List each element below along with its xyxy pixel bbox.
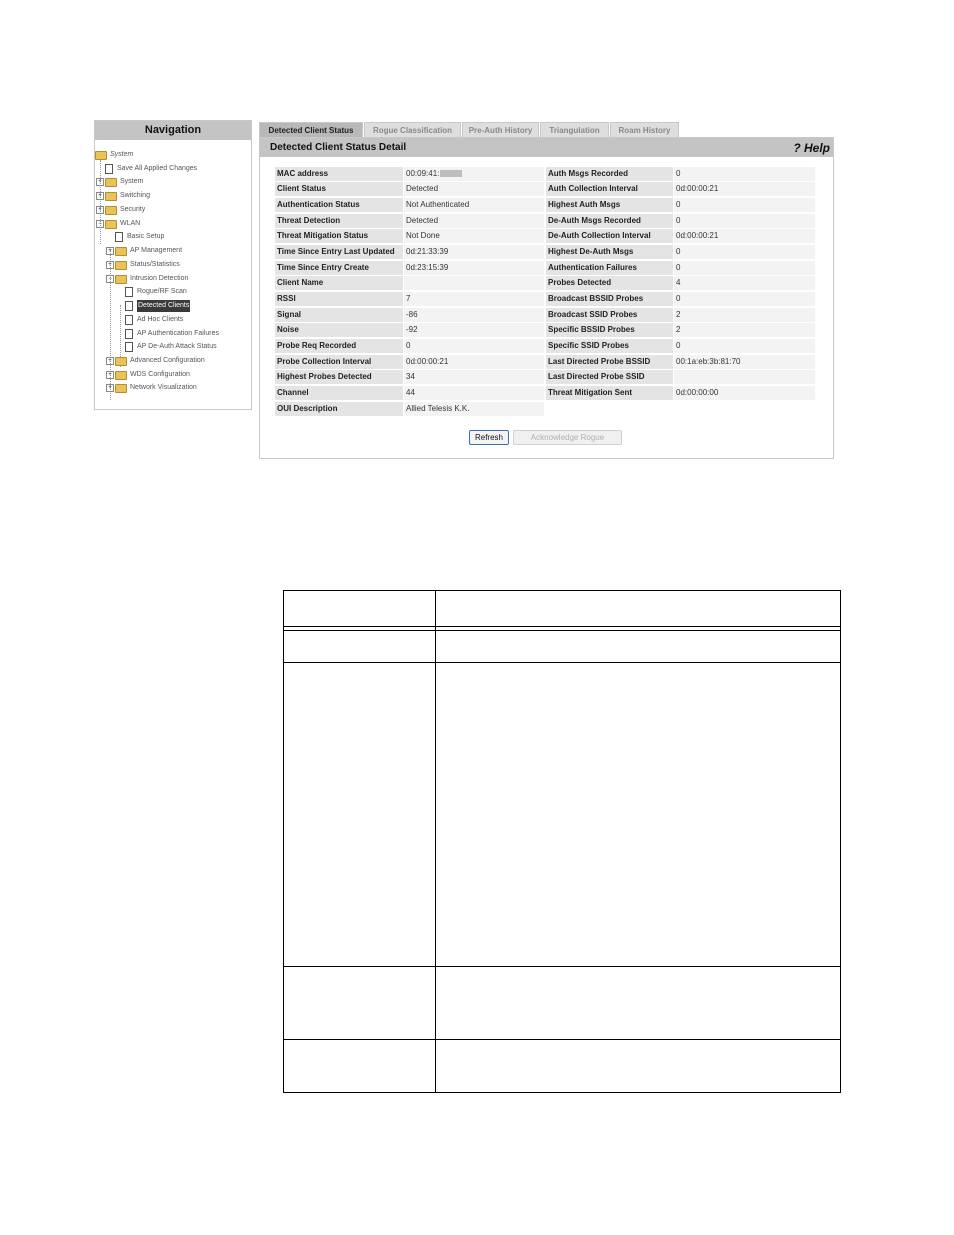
expand-icon[interactable]: + [96, 178, 104, 186]
field-value: -86 [404, 308, 544, 322]
table-row-divider [284, 626, 840, 627]
tree-item-ap-de-auth-attack-status[interactable]: AP De-Auth Attack Status [125, 341, 217, 353]
field-label: Time Since Entry Create [275, 261, 403, 275]
page-icon [105, 164, 113, 174]
field-label: Probe Collection Interval [275, 355, 403, 369]
field-label: Authentication Failures [546, 261, 673, 275]
page-icon [115, 232, 123, 242]
folder-icon [105, 192, 117, 201]
folder-icon [115, 357, 127, 366]
tree-item-wds-configuration[interactable]: + WDS Configuration [106, 369, 190, 381]
tree-item-detected-clients[interactable]: Detected Clients [125, 300, 190, 312]
page-icon [125, 329, 133, 339]
field-value: 7 [404, 292, 544, 306]
field-label: Broadcast BSSID Probes [546, 292, 673, 306]
field-value: 0d:23:15:39 [404, 261, 544, 275]
folder-icon [115, 261, 127, 270]
panel-header [260, 138, 833, 157]
field-label: MAC address [275, 167, 403, 181]
tree-root-system[interactable]: System [95, 149, 133, 161]
field-label: Highest Probes Detected [275, 370, 403, 384]
field-value: 0d:00:00:00 [674, 386, 815, 400]
page-icon [125, 315, 133, 325]
folder-icon [115, 247, 127, 256]
tree-item-switching[interactable]: + Switching [96, 190, 150, 202]
acknowledge-rogue-button: Acknowledge Rogue [513, 430, 622, 445]
panel-title: Detected Client Status Detail [270, 142, 407, 153]
field-label: Highest Auth Msgs [546, 198, 673, 212]
field-label: Client Name [275, 276, 403, 290]
field-label: De-Auth Collection Interval [546, 229, 673, 243]
expand-icon[interactable]: + [106, 357, 114, 365]
field-label: De-Auth Msgs Recorded [546, 214, 673, 228]
navigation-title: Navigation [95, 121, 251, 140]
field-label: Noise [275, 323, 403, 337]
field-label: Broadcast SSID Probes [546, 308, 673, 322]
tree-item-wlan[interactable]: − WLAN [96, 218, 140, 230]
expand-icon[interactable]: + [96, 206, 104, 214]
tree-item-advanced-configuration[interactable]: + Advanced Configuration [106, 355, 205, 367]
redacted-mac-suffix [440, 170, 462, 177]
field-label: Specific SSID Probes [546, 339, 673, 353]
tree-item-intrusion-detection[interactable]: − Intrusion Detection [106, 273, 188, 285]
field-label: Client Status [275, 182, 403, 196]
tree-item-rogue-rf-scan[interactable]: Rogue/RF Scan [125, 286, 187, 298]
field-label: Specific BSSID Probes [546, 323, 673, 337]
field-value [404, 167, 544, 181]
document-table [283, 590, 841, 1093]
field-label: Time Since Entry Last Updated [275, 245, 403, 259]
expand-icon[interactable]: + [96, 192, 104, 200]
field-value: Detected [404, 214, 544, 228]
tree-item-save-all-applied-changes[interactable]: Save All Applied Changes [105, 163, 197, 175]
field-value: 0 [674, 261, 815, 275]
help-link[interactable]: ? Help [793, 141, 830, 155]
field-value: 0d:00:00:21 [674, 182, 815, 196]
field-label: Threat Detection [275, 214, 403, 228]
expand-icon[interactable]: + [106, 384, 114, 392]
field-value: 4 [674, 276, 815, 290]
field-label: Last Directed Probe SSID [546, 370, 673, 384]
tab-detected-client-status[interactable]: Detected Client Status [259, 122, 363, 137]
field-value: 00:1a:eb:3b:81:70 [674, 355, 815, 369]
collapse-icon[interactable]: − [96, 220, 104, 228]
field-value: 0 [674, 198, 815, 212]
mac-address-value: 00:09:41: [406, 169, 440, 178]
field-label: Auth Collection Interval [546, 182, 673, 196]
table-row-divider [284, 1039, 840, 1040]
tree-item-system[interactable]: + System [96, 176, 143, 188]
field-value: 2 [674, 323, 815, 337]
field-value: 0 [674, 292, 815, 306]
expand-icon[interactable]: + [106, 261, 114, 269]
navigation-tree [95, 140, 251, 408]
field-label: Auth Msgs Recorded [546, 167, 673, 181]
field-value: 0 [674, 167, 815, 181]
folder-icon [115, 384, 127, 393]
field-label: Probes Detected [546, 276, 673, 290]
field-label: Probe Req Recorded [275, 339, 403, 353]
tree-item-security[interactable]: + Security [96, 204, 145, 216]
page-icon [125, 342, 133, 352]
folder-icon [105, 206, 117, 215]
expand-icon[interactable]: + [106, 371, 114, 379]
folder-open-icon [105, 220, 117, 229]
field-value: 0 [674, 245, 815, 259]
navigation-panel [94, 120, 252, 410]
field-value: 0 [404, 339, 544, 353]
folder-open-icon [115, 275, 127, 284]
refresh-button[interactable]: Refresh [469, 430, 509, 445]
tree-item-ap-authentication-failures[interactable]: AP Authentication Failures [125, 328, 219, 340]
field-label: Threat Mitigation Status [275, 229, 403, 243]
field-label: OUI Description [275, 402, 403, 416]
field-label: RSSI [275, 292, 403, 306]
field-value: -92 [404, 323, 544, 337]
page-icon [125, 287, 133, 297]
field-value: 0d:00:00:21 [674, 229, 815, 243]
tree-item-ap-management[interactable]: + AP Management [106, 245, 182, 257]
tree-item-basic-setup[interactable]: Basic Setup [115, 231, 164, 243]
field-label: Authentication Status [275, 198, 403, 212]
folder-open-icon [95, 151, 107, 160]
field-value: Detected [404, 182, 544, 196]
field-value: 2 [674, 308, 815, 322]
field-value: 0d:00:00:21 [404, 355, 544, 369]
page-icon [125, 301, 133, 311]
field-value: 34 [404, 370, 544, 384]
field-value [674, 370, 815, 384]
field-label: Last Directed Probe BSSID [546, 355, 673, 369]
collapse-icon[interactable]: − [106, 275, 114, 283]
field-value: Allied Telesis K.K. [404, 402, 544, 416]
field-value: 44 [404, 386, 544, 400]
tree-item-network-visualization[interactable]: + Network Visualization [106, 382, 197, 394]
expand-icon[interactable]: + [106, 247, 114, 255]
tab-pre-auth-history[interactable]: Pre-Auth History [462, 122, 539, 137]
tab-roam-history[interactable]: Roam History [610, 122, 679, 137]
tab-triangulation[interactable]: Triangulation [540, 122, 609, 137]
field-label: Channel [275, 386, 403, 400]
field-value: Not Done [404, 229, 544, 243]
field-value: 0d:21:33:39 [404, 245, 544, 259]
table-row-divider [284, 662, 840, 663]
table-row-divider [284, 630, 840, 631]
tree-item-status-statistics[interactable]: + Status/Statistics [106, 259, 180, 271]
field-label: Threat Mitigation Sent [546, 386, 673, 400]
field-label: Signal [275, 308, 403, 322]
tree-item-ad-hoc-clients[interactable]: Ad Hoc Clients [125, 314, 183, 326]
field-value: Not Authenticated [404, 198, 544, 212]
field-value [404, 276, 544, 290]
field-label: Highest De-Auth Msgs [546, 245, 673, 259]
field-value: 0 [674, 339, 815, 353]
folder-icon [115, 371, 127, 380]
field-value: 0 [674, 214, 815, 228]
tab-rogue-classification[interactable]: Rogue Classification [364, 122, 461, 137]
folder-icon [105, 178, 117, 187]
table-row-divider [284, 966, 840, 967]
table-column-divider [435, 591, 436, 1092]
